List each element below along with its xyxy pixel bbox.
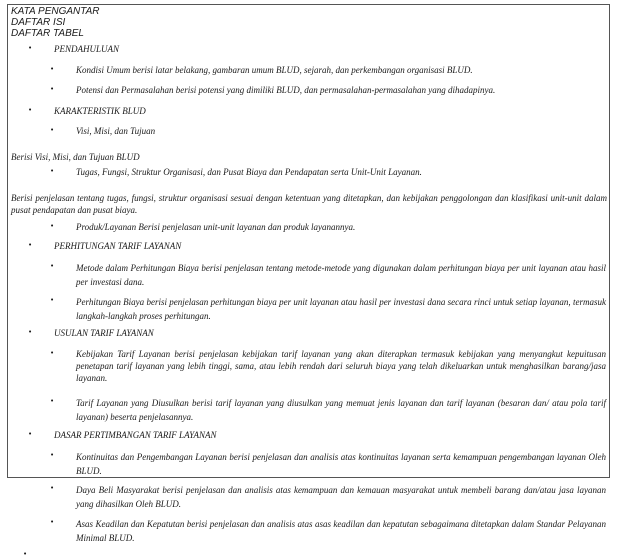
list-item: Asas Keadilan dan Kepatutan berisi penjelasan dan analisis atas asas keadilan dan kepatutan sebagaimana ditetapkan dalam Standar Pelayanan Minimal BLUD. <box>76 519 606 543</box>
list-item: Kondisi Umum berisi latar belakang, gambaran umum BLUD, sejarah, dan perkembangan organisasi BLUD. <box>76 65 473 75</box>
bullet: • <box>28 44 33 52</box>
daftar-isi: DAFTAR ISI <box>11 17 66 28</box>
note-visi-misi: Berisi Visi, Misi, dan Tujuan BLUD <box>11 152 140 162</box>
bullet: • <box>28 106 33 114</box>
list-item: Kontinuitas dan Pengembangan Layanan berisi penjelasan dan analisis atas kontinuitas layanan serta kemampuan pengembangan layanan Oleh BLUD. <box>76 452 606 476</box>
list-item: Kebijakan Tarif Layanan berisi penjelasan kebijakan tarif layanan yang akan diterapkan termasuk kebijakan yang menyangkut kepuitusan penetapan tarif layanan yang lebih tinggi, sama, atau lebih rendah dari seluruh biaya yang telah dikeluarkan untuk menghasilkan barang/jasa layanan. <box>76 349 606 383</box>
list-item: Daya Beli Masyarakat berisi penjelasan dan analisis atas kemampuan dan kemauan masyarakat untuk membeli barang dan/atau jasa layanan yang dihasilkan Oleh BLUD. <box>76 485 606 509</box>
section-title-karakteristik: KARAKTERISTIK BLUD <box>54 106 146 116</box>
bullet: • <box>28 241 33 249</box>
list-item: Tugas, Fungsi, Struktur Organisasi, dan Pusat Biaya dan Pendapatan serta Unit-Unit Layanan. <box>76 167 422 177</box>
section-title-dasar: DASAR PERTIMBANGAN TARIF LAYANAN <box>54 430 217 440</box>
section-title-perhitungan: PERHITUNGAN TARIF LAYANAN <box>54 241 182 251</box>
bullet: • <box>50 126 55 134</box>
list-item: Potensi dan Permasalahan berisi potensi yang dimiliki BLUD, dan permasalahan-permasalahan yang dihadapinya. <box>76 85 496 95</box>
bullet: • <box>28 430 33 438</box>
bullet: • <box>50 262 55 270</box>
bullet: • <box>28 328 33 336</box>
list-item: Metode dalam Perhitungan Biaya berisi penjelasan tentang metode-metode yang digunakan dalam perhitungan biaya per unit layanan atau hasil per investasi dana. <box>76 263 606 287</box>
section-title-pendahuluan: PENDAHULUAN <box>54 44 119 54</box>
list-item: Perhitungan Biaya berisi penjelasan perhitungan biaya per unit layanan atau hasil per investasi dana secara rinci untuk setiap layanan, termasuk langkah-langkah proses perhitungan. <box>76 297 606 321</box>
bullet: • <box>50 451 55 459</box>
bullet: • <box>50 65 55 73</box>
bullet: • <box>50 397 55 405</box>
daftar-tabel: DAFTAR TABEL <box>11 28 84 39</box>
list-item: Tarif Layanan yang Diusulkan berisi tarif layanan yang diusulkan yang memuat jenis layanan dan tarif layanan (besaran dan/ atau pola tarif layanan) beserta penjelasannya. <box>76 398 606 422</box>
bullet: • <box>23 550 28 558</box>
section-title-usulan: USULAN TARIF LAYANAN <box>54 328 154 338</box>
kata-pengantar: KATA PENGANTAR <box>11 6 100 17</box>
list-item: Produk/Layanan Berisi penjelasan unit-unit layanan dan produk layanannya. <box>76 222 356 232</box>
bullet: • <box>50 85 55 93</box>
bullet: • <box>50 222 55 230</box>
bullet: • <box>50 167 55 175</box>
note-tugas: Berisi penjelasan tentang tugas, fungsi, struktur organisasi sesuai dengan ketentuan yang ditetapkan, dan kebijakan penggolongan dan klasifikasi unit-unit dalam pusat pendapatan dan pusat biaya. <box>11 193 607 215</box>
bullet: • <box>50 484 55 492</box>
bullet: • <box>50 518 55 526</box>
bullet: • <box>50 296 55 304</box>
bullet: • <box>50 349 55 357</box>
list-item: Visi, Misi, dan Tujuan <box>76 126 156 136</box>
